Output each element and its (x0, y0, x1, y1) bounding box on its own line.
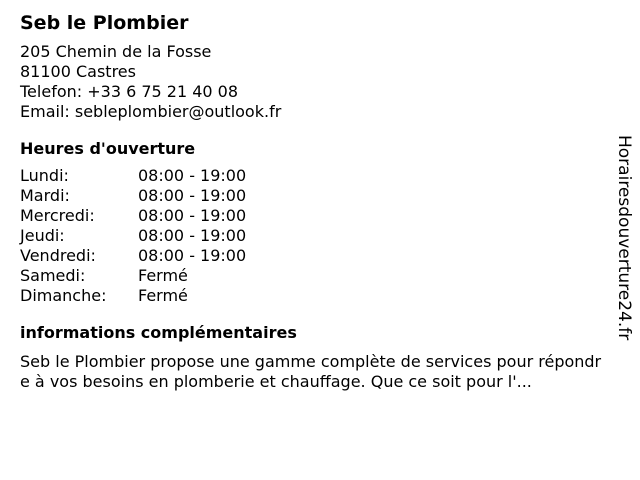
day-label: Samedi: (20, 266, 86, 285)
address-line-1: 205 Chemin de la Fosse (20, 42, 212, 61)
business-name: Seb le Plombier (20, 12, 189, 34)
email-text: Email: sebleplombier@outlook.fr (20, 102, 282, 121)
hours-row (20, 226, 610, 246)
hours-table (20, 166, 610, 306)
day-hours: 08:00 - 19:00 (138, 206, 247, 225)
info-title: informations complémentaires (20, 323, 297, 342)
day-hours: 08:00 - 19:00 (138, 186, 247, 205)
contact-block (20, 42, 610, 122)
day-hours: 08:00 - 19:00 (138, 226, 247, 245)
day-label: Dimanche: (20, 286, 107, 305)
day-hours: Fermé (138, 286, 188, 305)
day-hours: 08:00 - 19:00 (138, 166, 247, 185)
day-hours: Fermé (138, 266, 188, 285)
address-line-2: 81100 Castres (20, 62, 136, 81)
day-label: Mardi: (20, 186, 70, 205)
phone-text: Telefon: +33 6 75 21 40 08 (20, 82, 239, 101)
hours-row (20, 166, 610, 186)
hours-title: Heures d'ouverture (20, 139, 196, 158)
business-card (20, 10, 610, 392)
day-label: Lundi: (20, 166, 69, 185)
info-description: Seb le Plombier propose une gamme complète de services pour répondre à vos besoins en plomberie et chauffage. Que ce soit pour l'... (20, 352, 602, 391)
hours-row (20, 206, 610, 226)
day-label: Vendredi: (20, 246, 96, 265)
hours-row (20, 286, 610, 306)
hours-row (20, 266, 610, 286)
hours-row (20, 186, 610, 206)
site-watermark: Horairesdouverture24.fr (614, 135, 634, 341)
day-hours: 08:00 - 19:00 (138, 246, 247, 265)
day-label: Mercredi: (20, 206, 95, 225)
day-label: Jeudi: (20, 226, 65, 245)
hours-row (20, 246, 610, 266)
